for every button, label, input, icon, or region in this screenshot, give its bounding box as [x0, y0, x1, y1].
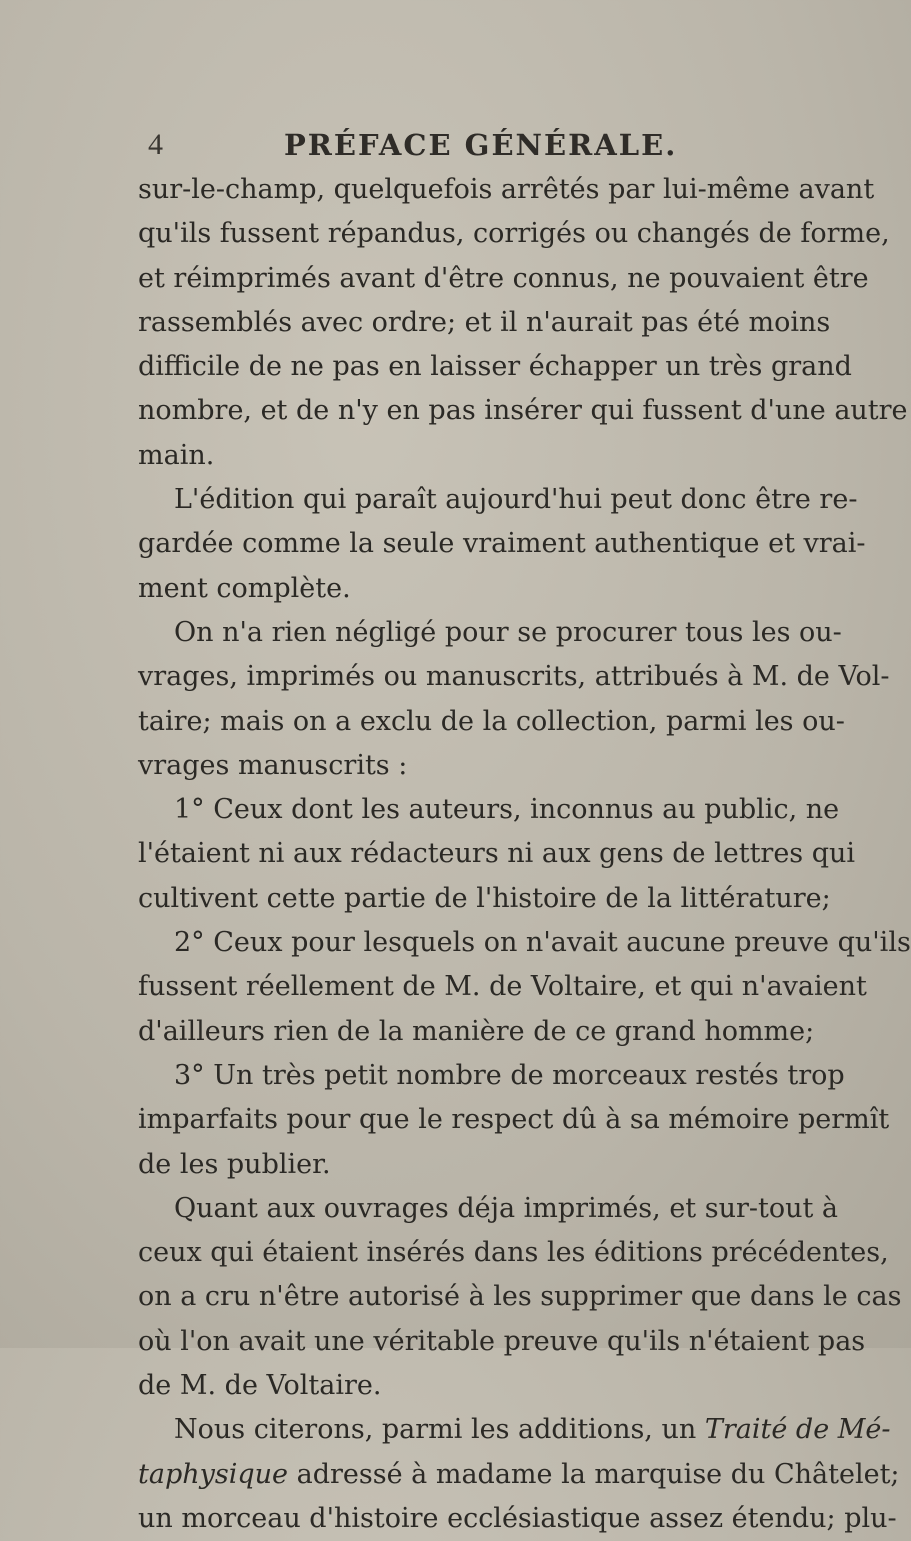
page-number: 4 — [148, 128, 163, 161]
italic-title: Traité de Mé- — [704, 1414, 891, 1446]
text-line: de les publier. — [138, 1148, 331, 1180]
text-line: de M. de Voltaire. — [138, 1370, 382, 1402]
text-line: ment complète. — [138, 572, 351, 604]
page-header — [140, 128, 760, 168]
text-segment: adressé à madame la marquise du Châtelet; — [296, 1458, 900, 1490]
text-line: Quant aux ouvrages déja imprimés, et sur-tout à — [174, 1192, 839, 1224]
text-line — [138, 1408, 891, 1452]
text-segment: Nous citerons, parmi les additions, un — [174, 1414, 697, 1446]
text-line: imparfaits pour que le respect dû à sa mémoire permît — [138, 1104, 890, 1136]
body-text — [138, 168, 911, 1541]
text-line: l'étaient ni aux rédacteurs ni aux gens de lettres qui — [138, 838, 856, 870]
text-line: sur-le-champ, quelquefois arrêtés par lui-même avant — [138, 174, 875, 205]
text-line: cultivent cette partie de l'histoire de la littérature; — [138, 882, 831, 914]
text-line: ceux qui étaient insérés dans les éditions précédentes, — [138, 1237, 889, 1269]
text-line: qu'ils fussent répandus, corrigés ou changés de forme, — [138, 218, 890, 250]
text-line: On n'a rien négligé pour se procurer tous les ou- — [174, 616, 842, 648]
text-line: un morceau d'histoire ecclésiastique assez étendu; plu- — [138, 1502, 897, 1534]
text-line: vrages, imprimés ou manuscrits, attribués à M. de Vol- — [138, 661, 890, 693]
text-line: 1° Ceux dont les auteurs, inconnus au public, ne — [174, 794, 840, 826]
text-line: où l'on avait une véritable preuve qu'ils n'étaient pas — [138, 1325, 866, 1357]
italic-title: taphysique — [138, 1458, 289, 1490]
text-line: taire; mais on a exclu de la collection, parmi les ou- — [138, 705, 845, 737]
text-line: on a cru n'être autorisé à les supprimer que dans le cas — [138, 1281, 902, 1313]
text-line: main. — [138, 439, 215, 471]
text-line: difficile de ne pas en laisser échapper un très grand — [138, 351, 852, 383]
text-line — [138, 1453, 900, 1497]
text-line: vrages manuscrits : — [138, 749, 408, 781]
text-line: fussent réellement de M. de Voltaire, et qui n'avaient — [138, 971, 867, 1003]
text-line: nombre, et de n'y en pas insérer qui fussent d'une autre — [138, 395, 908, 427]
text-line: 2° Ceux pour lesquels on n'avait aucune preuve qu'ils — [174, 927, 911, 959]
text-line: et réimprimés avant d'être connus, ne pouvaient être — [138, 262, 869, 294]
text-line: d'ailleurs rien de la manière de ce grand homme; — [138, 1015, 815, 1047]
text-line: L'édition qui paraît aujourd'hui peut donc être re- — [174, 484, 858, 516]
running-head: PRÉFACE GÉNÉRALE. — [284, 128, 678, 162]
text-line: rassemblés avec ordre; et il n'aurait pas été moins — [138, 306, 831, 338]
text-line: 3° Un très petit nombre de morceaux restés trop — [174, 1059, 845, 1091]
text-line: gardée comme la seule vraiment authentique et vrai- — [138, 528, 866, 560]
